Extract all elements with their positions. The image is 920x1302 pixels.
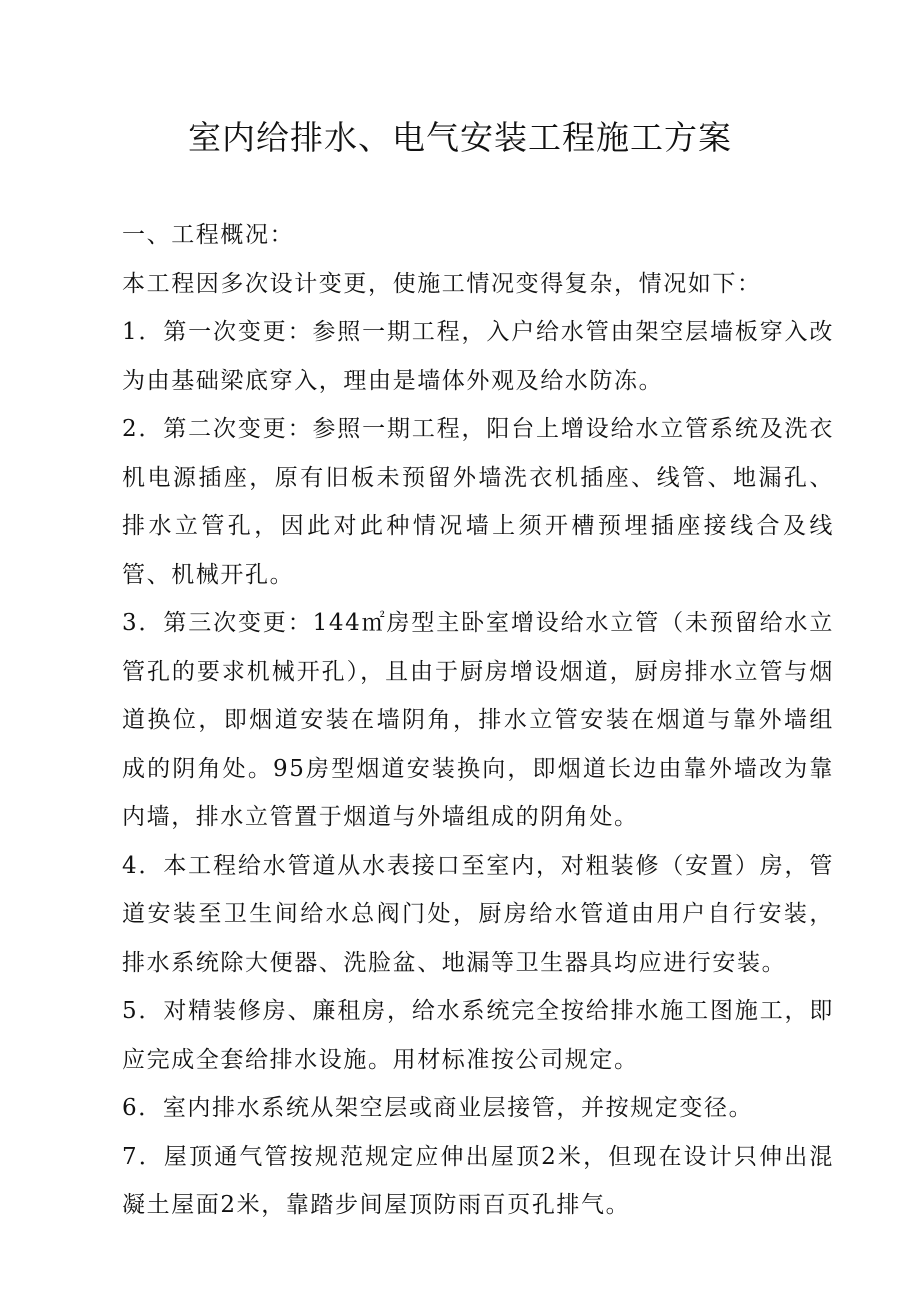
list-item: 2．第二次变更：参照一期工程，阳台上增设给水立管系统及洗衣机电源插座，原有旧板未预留外墙洗衣机插座、线管、地漏孔、排水立管孔，因此对此种情况墙上须开槽预埋插座接线合及线管、机械开孔。 (122, 416, 834, 588)
list-item: 1．第一次变更：参照一期工程，入户给水管由架空层墙板穿入改为由基础梁底穿入，理由是墙体外观及给水防冻。 (122, 319, 834, 394)
intro-paragraph: 本工程因多次设计变更，使施工情况变得复杂，情况如下： (122, 270, 762, 297)
document-body (122, 211, 834, 1230)
list-item: 6．室内排水系统从架空层或商业层接管，并按规定变径。 (122, 1095, 754, 1121)
list-item: 3．第三次变更：144㎡房型主卧室增设给水立管（未预留给水立管孔的要求机械开孔），且由于厨房增设烟道，厨房排水立管与烟道换位，即烟道安装在墙阴角，排水立管安装在烟道与靠外墙组成的阴角处。95房型烟道安装换向，即烟道长边由靠外墙改为靠内墙，排水立管置于烟道与外墙组成的阴角处。 (122, 610, 834, 830)
document-title: 室内给排水、电气安装工程施工方案 (188, 118, 732, 157)
list-item: 4．本工程给水管道从水表接口至室内，对粗装修（安置）房，管道安装至卫生间给水总阀门处，厨房给水管道由用户自行安装，排水系统除大便器、洗脸盆、地漏等卫生器具均应进行安装。 (122, 852, 834, 976)
section-heading: 一、工程概况： (122, 222, 295, 248)
list-item: 5．对精装修房、廉租房，给水系统完全按给排水施工图施工，即应完成全套给排水设施。用材标准按公司规定。 (122, 998, 834, 1073)
list-item: 7．屋顶通气管按规范规定应伸出屋顶2米，但现在设计只伸出混凝土屋面2米，靠踏步间屋顶防雨百页孔排气。 (122, 1143, 834, 1218)
